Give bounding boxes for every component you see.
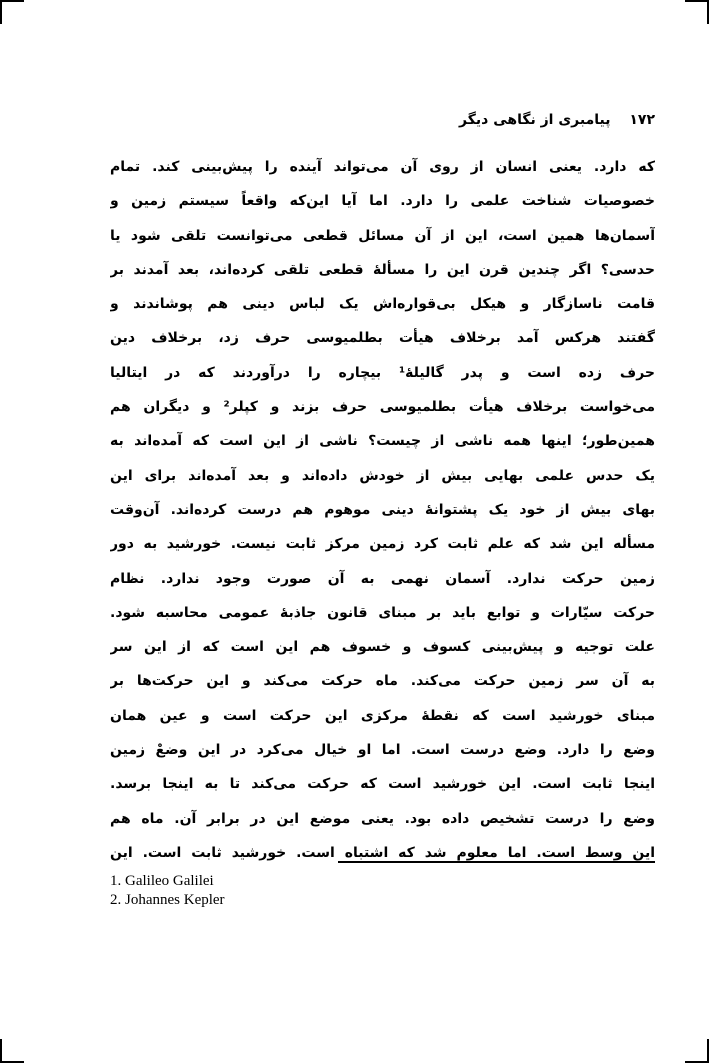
text-line: به آن سر زمین حرکت می‌کند. ماه حرکت می‌کند و این حرکت‌ها بر: [110, 673, 655, 690]
crop-mark-top-right-h: [685, 0, 709, 2]
text-line: وضع را دارد. وضع درست است. اما او خیال می‌کرد در این وضعْ زمین: [110, 742, 655, 759]
text-line: بهای بیش از خود یک پشتوانهٔ دینی موهوم هم درست کرده‌اند. آن‌وقت: [110, 501, 655, 518]
text-line: خصوصیات شناخت علمی را دارد. اما آیا این‌که واقعاً سیستم زمین و: [110, 193, 655, 210]
running-header: [459, 112, 655, 128]
text-line: می‌خواست برخلاف هیأت بطلمیوسی حرف بزند و کپلر² و دیگران هم: [110, 399, 655, 416]
text-line: اینجا ثابت است. این خورشید است که حرکت می‌کند تا به اینجا برسد.: [110, 776, 655, 793]
footnote-divider: [338, 861, 655, 863]
body-text: [110, 150, 655, 870]
text-line: حرکت سیّارات و توابع باید بر مبنای قانون جاذبهٔ عمومی محاسبه شود.: [110, 604, 655, 621]
text-line: این وسط است. اما معلوم شد که اشتباه است. خورشید ثابت است. این: [110, 844, 655, 861]
text-line: همین‌طور؛ اینها همه ناشی از چیست؟ ناشی از این است که آمده‌اند به: [110, 433, 655, 450]
footnotes: [110, 872, 225, 910]
text-line: علت توجیه و پیش‌بینی کسوف و خسوف هم این است که از این سر: [110, 639, 655, 656]
text-line: گفتند هرکس آمد برخلاف هیأت بطلمیوسی حرف زد، برخلاف دین: [110, 330, 655, 347]
page-number: ۱۷۲: [629, 112, 655, 128]
text-line: قامت ناسازگار و هیکل بی‌قواره‌اش یک لباس دینی هم پوشاندند و: [110, 296, 655, 313]
text-line: حرف زده است و پدر گالیلهٔ¹ بیچاره را درآوردند که در ایتالیا: [110, 364, 655, 381]
running-title: پیامبری از نگاهی دیگر: [459, 112, 611, 128]
crop-mark-top-left-h: [0, 0, 24, 2]
text-line: زمین حرکت ندارد. آسمان نهمی به آن صورت وجود ندارد. نظام: [110, 570, 655, 587]
footnote-1: 1. Galileo Galilei: [110, 873, 214, 889]
text-line: آسمان‌ها همین است، این از آن مسائل قطعی می‌توانست تلقی شود یا: [110, 227, 655, 244]
text-line: حدسی؟ اگر چندین قرن این را مسألهٔ قطعی تلقی کرده‌اند، بعد آمدند بر: [110, 261, 655, 278]
text-line: وضع را درست تشخیص داده بود. یعنی موضع این در برابر آن. ماه هم: [110, 810, 655, 827]
crop-mark-bottom-left-v: [0, 1039, 2, 1063]
text-line: که دارد. یعنی انسان از روی آن می‌تواند آینده را پیش‌بینی کند. تمام: [110, 159, 655, 175]
text-line: یک حدس علمی بهایی بیش از خودش داده‌اند و بعد آمده‌اند برای این: [110, 467, 655, 484]
crop-mark-top-left-v: [0, 0, 2, 24]
footnote-2: 2. Johannes Kepler: [110, 892, 225, 908]
text-line: مبنای خورشید است که نقطهٔ مرکزی این حرکت است و عین همان: [110, 707, 655, 724]
text-line: مسأله این شد که علم ثابت کرد زمین مرکز ثابت نیست. خورشید به دور: [110, 536, 655, 553]
